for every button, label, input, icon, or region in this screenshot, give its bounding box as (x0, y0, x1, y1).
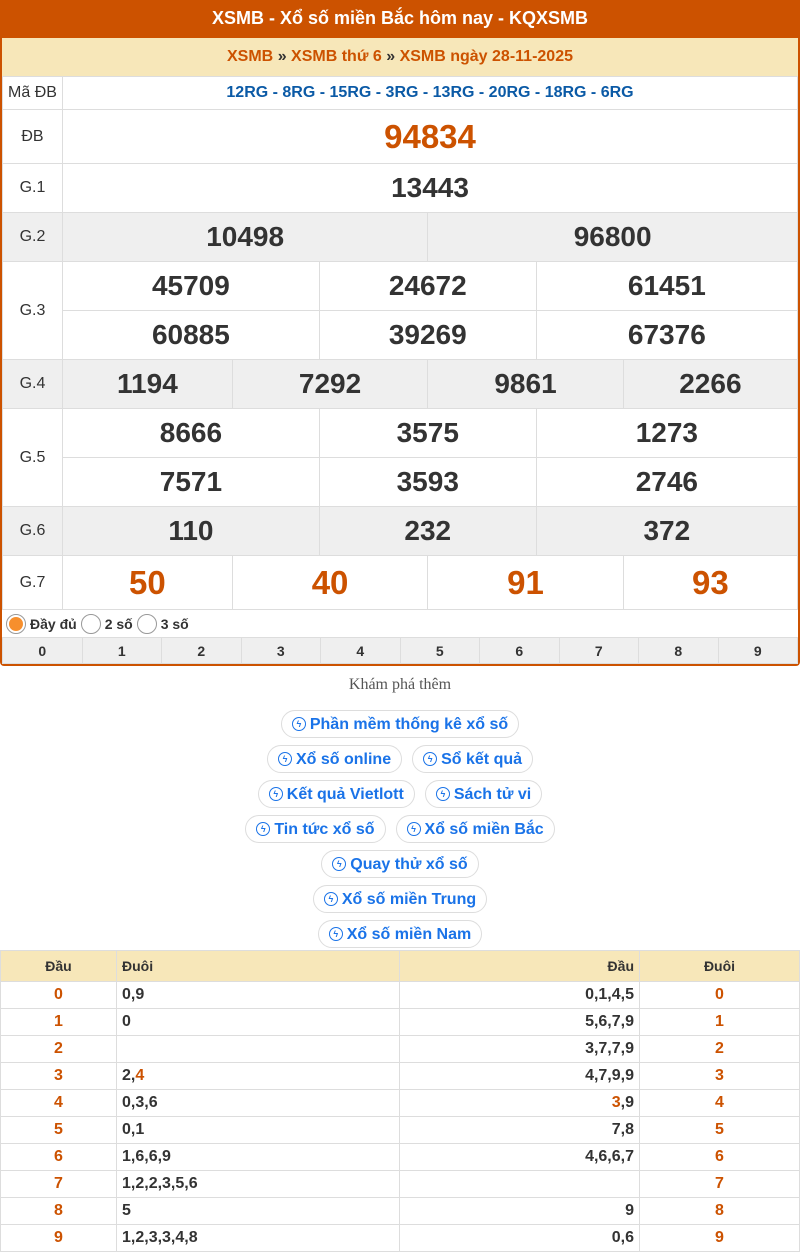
col-duoi: Đuôi (117, 951, 400, 982)
radio-checked-icon[interactable] (6, 614, 26, 634)
prize-number: 2266 (623, 360, 797, 409)
dau-cell (1, 1117, 117, 1144)
link-stats-software[interactable] (281, 710, 519, 738)
cell-text: 4 (54, 1094, 63, 1111)
link-label: Phần mềm thống kê xổ số (309, 715, 509, 733)
cell-text: 9 (625, 1202, 634, 1219)
cell-text: 1,2,2,3,5,6 (122, 1175, 198, 1192)
cell-text: 4 (715, 1094, 724, 1111)
row-g1 (3, 164, 798, 213)
cell-text: 1,6,6,9 (122, 1148, 171, 1165)
duoi2-cell (640, 1009, 800, 1036)
link-online-lottery[interactable] (267, 745, 402, 773)
duoi2-cell (640, 1063, 800, 1090)
cell-text: 0,6 (611, 1229, 634, 1246)
explore-title: Khám phá thêm (348, 676, 452, 693)
duoi-cell (117, 1171, 400, 1198)
bolt-icon: ϟ (256, 822, 270, 836)
bolt-icon: ϟ (436, 787, 450, 801)
display-options (2, 610, 798, 637)
prize-label: G.5 (3, 409, 63, 507)
row-g3 (3, 262, 798, 311)
cell-text: 3,7,7,9 (585, 1040, 634, 1057)
row-g4 (3, 360, 798, 409)
cell-text: 7,8 (611, 1121, 634, 1138)
prize-number: 8666 (63, 409, 320, 458)
col-dau: Đầu (1, 951, 117, 982)
link-vietlott[interactable] (258, 780, 415, 808)
cell-text: 6 (715, 1148, 724, 1165)
prize-number: 7292 (232, 360, 427, 409)
dau2-cell (400, 1036, 640, 1063)
prize-number: 50 (63, 556, 233, 610)
duoi-cell (117, 1009, 400, 1036)
prize-number: 10498 (63, 213, 428, 262)
bolt-icon: ϟ (407, 822, 421, 836)
cell-text: 2, (122, 1067, 136, 1084)
prize-number: 40 (232, 556, 427, 610)
loto-row (1, 1171, 800, 1198)
breadcrumb-xsmb-date[interactable]: XSMB ngày 28-11-2025 (399, 48, 573, 65)
option-3-digits[interactable] (137, 614, 189, 634)
loto-row (1, 1117, 800, 1144)
link-results-book[interactable] (412, 745, 533, 773)
bolt-icon: ϟ (278, 752, 292, 766)
dau-cell (1, 1090, 117, 1117)
prize-number: 372 (536, 507, 797, 556)
breadcrumb (2, 38, 798, 76)
cell-text: 1,2,3,3,4,8 (122, 1229, 198, 1246)
dau-cell (1, 1036, 117, 1063)
row-g3b (3, 311, 798, 360)
cell-text: 9 (54, 1229, 63, 1246)
loto-row (1, 1009, 800, 1036)
dau2-cell (400, 1171, 640, 1198)
prize-number: 24672 (319, 262, 536, 311)
row-g2 (3, 213, 798, 262)
loto-row (1, 1090, 800, 1117)
dau2-cell (400, 1063, 640, 1090)
cell-text: 0,1 (122, 1121, 145, 1138)
prize-label: G.2 (3, 213, 63, 262)
digit-button-0[interactable]: 0 (3, 638, 83, 664)
loto-row (1, 1144, 800, 1171)
ma-db-value: 12RG - 8RG - 15RG - 3RG - 13RG - 20RG - 18RG - 6RG (63, 77, 798, 110)
digit-button-2[interactable]: 2 (162, 638, 242, 664)
cell-text: 0 (122, 1013, 131, 1030)
link-label: Quay thử xổ số (350, 855, 468, 873)
col-duoi-2: Đuôi (640, 951, 800, 982)
bolt-icon: ϟ (269, 787, 283, 801)
link-label: Xổ số miền Nam (346, 925, 472, 943)
dau2-cell (400, 1225, 640, 1252)
cell-text: 0 (54, 986, 63, 1003)
link-xsmb[interactable] (396, 815, 555, 843)
link-label: Kết quả Vietlott (286, 785, 404, 803)
prize-label: G.6 (3, 507, 63, 556)
digit-button-6[interactable]: 6 (480, 638, 560, 664)
cell-text: 7 (54, 1175, 63, 1192)
row-g5 (3, 409, 798, 458)
highlight-digit: 4 (135, 1067, 145, 1084)
col-dau-2: Đầu (400, 951, 640, 982)
link-xsmt[interactable] (313, 885, 487, 913)
link-label: Sổ kết quả (441, 750, 523, 768)
cell-text: 3 (54, 1067, 63, 1084)
row-db (3, 110, 798, 164)
link-label: Sách tử vi (453, 785, 532, 803)
duoi2-cell (640, 1225, 800, 1252)
cell-text: 4,7,9,9 (585, 1067, 634, 1084)
prize-number: 67376 (536, 311, 797, 360)
digit-button-4[interactable]: 4 (321, 638, 401, 664)
option-label: 3 số (160, 615, 189, 632)
prize-number: 232 (319, 507, 536, 556)
prize-number: 2746 (536, 458, 797, 507)
prize-number: 110 (63, 507, 320, 556)
breadcrumb-separator: » (277, 48, 287, 65)
radio-icon[interactable] (137, 614, 157, 634)
prize-label: Mã ĐB (3, 77, 63, 110)
prize-label: G.3 (3, 262, 63, 360)
row-ma-db (3, 77, 798, 110)
duoi2-cell (640, 1144, 800, 1171)
duoi2-cell (640, 1117, 800, 1144)
dau-cell (1, 1171, 117, 1198)
digit-button-9[interactable]: 9 (718, 638, 798, 664)
dau-cell (1, 1144, 117, 1171)
bolt-icon: ϟ (329, 927, 343, 941)
cell-text: 5 (122, 1202, 131, 1219)
cell-text: 0 (715, 986, 724, 1003)
prize-number: 3593 (319, 458, 536, 507)
bolt-icon: ϟ (292, 717, 306, 731)
prize-label: G.7 (3, 556, 63, 610)
dau2-cell (400, 982, 640, 1009)
cell-text: ,9 (620, 1094, 634, 1111)
cell-text: 5,6,7,9 (585, 1013, 634, 1030)
loto-row (1, 1225, 800, 1252)
prize-number: 1194 (63, 360, 233, 409)
cell-text: 9 (715, 1229, 724, 1246)
radio-icon[interactable] (81, 614, 101, 634)
results-table (2, 76, 798, 610)
loto-table (0, 950, 800, 1252)
prize-label: G.1 (3, 164, 63, 213)
duoi2-cell (640, 1198, 800, 1225)
duoi2-cell (640, 1171, 800, 1198)
bolt-icon: ϟ (324, 892, 338, 906)
prize-label: G.4 (3, 360, 63, 409)
option-label: Đầy đủ (30, 615, 77, 632)
prize-number: 60885 (63, 311, 320, 360)
prize-number: 39269 (319, 311, 536, 360)
bolt-icon: ϟ (423, 752, 437, 766)
dau-cell (1, 1009, 117, 1036)
cell-text: 0,9 (122, 986, 145, 1003)
duoi-cell (117, 1036, 400, 1063)
cell-text: 2 (54, 1040, 63, 1057)
cell-text: 0,3,6 (122, 1094, 158, 1111)
duoi-cell (117, 982, 400, 1009)
breadcrumb-xsmb[interactable]: XSMB (227, 48, 274, 65)
dau2-cell (400, 1009, 640, 1036)
dau2-cell (400, 1144, 640, 1171)
link-label: Xổ số miền Trung (341, 890, 477, 908)
prize-number: 61451 (536, 262, 797, 311)
prize-number: 3575 (319, 409, 536, 458)
link-label: Tin tức xổ số (274, 820, 375, 838)
results-box (0, 38, 800, 666)
digit-filter (2, 637, 798, 664)
loto-row (1, 1036, 800, 1063)
highlight-digit: 3 (611, 1094, 621, 1111)
prize-number: 94834 (63, 110, 798, 164)
dau2-cell (400, 1117, 640, 1144)
duoi-cell (117, 1225, 400, 1252)
duoi2-cell (640, 1090, 800, 1117)
option-label: 2 số (104, 615, 133, 632)
duoi-cell (117, 1198, 400, 1225)
prize-number: 93 (623, 556, 797, 610)
dau2-cell (400, 1090, 640, 1117)
cell-text: 8 (54, 1202, 63, 1219)
dau-cell (1, 1063, 117, 1090)
loto-row (1, 1063, 800, 1090)
prize-number: 91 (428, 556, 624, 610)
breadcrumb-xsmb-thu-6[interactable]: XSMB thứ 6 (291, 48, 382, 65)
link-label: Xổ số miền Bắc (424, 820, 544, 838)
duoi-cell (117, 1063, 400, 1090)
prize-number: 45709 (63, 262, 320, 311)
dau-cell (1, 1198, 117, 1225)
breadcrumb-separator: » (386, 48, 396, 65)
duoi2-cell (640, 1036, 800, 1063)
cell-text: 8 (715, 1202, 724, 1219)
cell-text: 6 (54, 1148, 63, 1165)
prize-number: 96800 (428, 213, 798, 262)
link-trial-draw[interactable] (321, 850, 478, 878)
cell-text: 5 (54, 1121, 63, 1138)
option-full[interactable] (6, 614, 77, 634)
page-title: XSMB - Xổ số miền Bắc hôm nay - KQXSMB (0, 0, 800, 38)
prize-number: 13443 (63, 164, 798, 213)
row-g7 (3, 556, 798, 610)
digit-button-7[interactable]: 7 (559, 638, 639, 664)
prize-number: 7571 (63, 458, 320, 507)
digit-button-8[interactable]: 8 (639, 638, 719, 664)
loto-row (1, 982, 800, 1009)
prize-label: ĐB (3, 110, 63, 164)
duoi-cell (117, 1117, 400, 1144)
row-g6 (3, 507, 798, 556)
loto-row (1, 1198, 800, 1225)
duoi-cell (117, 1144, 400, 1171)
duoi-cell (117, 1090, 400, 1117)
prize-number: 9861 (428, 360, 624, 409)
link-horoscope[interactable] (425, 780, 542, 808)
cell-text: 0,1,4,5 (585, 986, 634, 1003)
dau-cell (1, 982, 117, 1009)
digit-button-5[interactable]: 5 (400, 638, 480, 664)
cell-text: 7 (715, 1175, 724, 1192)
duoi2-cell (640, 982, 800, 1009)
row-g5b (3, 458, 798, 507)
bolt-icon: ϟ (332, 857, 346, 871)
link-label: Xổ số online (295, 750, 392, 768)
explore-links (0, 710, 800, 948)
cell-text: 5 (715, 1121, 724, 1138)
dau2-cell (400, 1198, 640, 1225)
cell-text: 4,6,6,7 (585, 1148, 634, 1165)
cell-text: 3 (715, 1067, 724, 1084)
cell-text: 2 (715, 1040, 724, 1057)
cell-text: 1 (54, 1013, 63, 1030)
dau-cell (1, 1225, 117, 1252)
digit-button-3[interactable]: 3 (241, 638, 321, 664)
link-xsmn[interactable] (318, 920, 482, 948)
option-2-digits[interactable] (81, 614, 133, 634)
cell-text: 1 (715, 1013, 724, 1030)
prize-number: 1273 (536, 409, 797, 458)
link-news[interactable] (245, 815, 385, 843)
digit-button-1[interactable]: 1 (82, 638, 162, 664)
